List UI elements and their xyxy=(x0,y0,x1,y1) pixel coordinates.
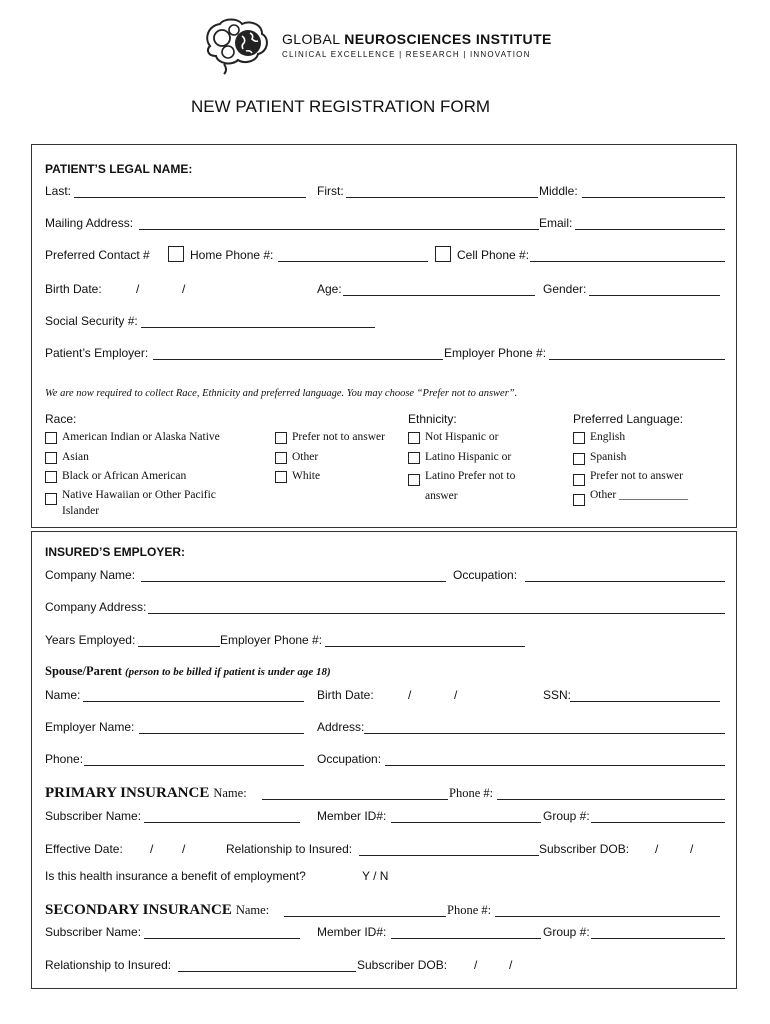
primary-insurance-title: PRIMARY INSURANCE xyxy=(45,785,210,801)
spouse-ssn-label: SSN: xyxy=(543,688,572,702)
secondary-dob-slash-2: / xyxy=(509,958,513,972)
primary-member-id-field[interactable] xyxy=(391,822,541,823)
spouse-birth-slash-2: / xyxy=(454,688,458,702)
insured-occupation-label: Occupation: xyxy=(453,568,518,582)
primary-dob-slash-1: / xyxy=(655,842,659,856)
home-phone-field[interactable] xyxy=(278,261,428,262)
race-asian-checkbox[interactable] xyxy=(45,452,57,464)
spouse-name-field[interactable] xyxy=(83,701,304,702)
benefit-yes-no[interactable]: Y / N xyxy=(362,869,389,883)
ethnicity-not-hispanic-checkbox[interactable] xyxy=(408,432,420,444)
primary-effective-slash-1: / xyxy=(150,842,154,856)
org-name-part2: NEUROSCIENCES INSTITUTE xyxy=(344,31,552,47)
secondary-insurance-heading xyxy=(45,901,269,919)
ethnicity-hispanic-checkbox[interactable] xyxy=(408,452,420,464)
spouse-birth-date-label: Birth Date: xyxy=(317,688,374,702)
spouse-phone-field[interactable] xyxy=(84,765,304,766)
secondary-relationship-label: Relationship to Insured: xyxy=(45,958,172,972)
language-spanish-label: Spanish xyxy=(590,451,627,463)
race-label: Race: xyxy=(45,412,77,426)
company-address-label: Company Address: xyxy=(45,600,147,614)
benefit-question: Is this health insurance a benefit of employment? xyxy=(45,869,306,883)
birth-date-slash-1: / xyxy=(136,282,140,296)
secondary-insurance-title: SECONDARY INSURANCE xyxy=(45,902,232,918)
primary-insurance-heading xyxy=(45,784,247,802)
primary-group-field[interactable] xyxy=(591,822,725,823)
primary-insurance-phone-field[interactable] xyxy=(497,799,725,800)
language-english-checkbox[interactable] xyxy=(573,432,585,444)
race-pacific-islander-checkbox[interactable] xyxy=(45,493,57,505)
ethnicity-prefer-not-checkbox[interactable] xyxy=(408,474,420,486)
company-name-label: Company Name: xyxy=(45,568,136,582)
secondary-subscriber-name-field[interactable] xyxy=(144,938,300,939)
spouse-occupation-label: Occupation: xyxy=(317,752,382,766)
primary-effective-date-label: Effective Date: xyxy=(45,842,123,856)
primary-subscriber-name-field[interactable] xyxy=(144,822,300,823)
primary-insurance-name-label: Name: xyxy=(213,786,247,800)
race-american-indian-checkbox[interactable] xyxy=(45,432,57,444)
spouse-phone-label: Phone: xyxy=(45,752,84,766)
primary-group-label: Group #: xyxy=(543,809,590,823)
home-phone-checkbox[interactable] xyxy=(168,246,184,262)
mailing-address-field[interactable] xyxy=(139,229,539,230)
secondary-insurance-phone-field[interactable] xyxy=(495,916,720,917)
middle-name-field[interactable] xyxy=(582,197,725,198)
birth-date-label: Birth Date: xyxy=(45,282,102,296)
race-prefer-not-label: Prefer not to answer xyxy=(292,431,385,443)
race-pacific-islander-label-2: Islander xyxy=(62,505,100,517)
race-other-checkbox[interactable] xyxy=(275,452,287,464)
spouse-employer-name-field[interactable] xyxy=(139,733,304,734)
ssn-label: Social Security #: xyxy=(45,314,138,328)
language-spanish-checkbox[interactable] xyxy=(573,453,585,465)
spouse-parent-heading: Spouse/Parent xyxy=(45,664,122,678)
years-employed-label: Years Employed: xyxy=(45,633,136,647)
race-black-label: Black or African American xyxy=(62,470,187,482)
insured-occupation-field[interactable] xyxy=(525,581,725,582)
org-name-part1: GLOBAL xyxy=(282,31,345,47)
secondary-dob-slash-1: / xyxy=(474,958,478,972)
secondary-subscriber-dob-label: Subscriber DOB: xyxy=(357,958,448,972)
last-name-field[interactable] xyxy=(74,197,306,198)
email-label: Email: xyxy=(539,216,573,230)
patient-section-title: PATIENT’S LEGAL NAME: xyxy=(45,162,193,176)
race-pacific-islander-label-1: Native Hawaiian or Other Pacific xyxy=(62,489,216,501)
ethnicity-not-hispanic-label: Not Hispanic or xyxy=(425,431,499,443)
years-employed-field[interactable] xyxy=(138,646,220,647)
language-label: Preferred Language: xyxy=(573,412,684,426)
first-name-field[interactable] xyxy=(346,197,538,198)
primary-member-id-label: Member ID#: xyxy=(317,809,387,823)
race-white-checkbox[interactable] xyxy=(275,471,287,483)
age-field[interactable] xyxy=(343,295,535,296)
cell-phone-label: Cell Phone #: xyxy=(457,248,530,262)
patient-employer-phone-field[interactable] xyxy=(549,359,725,360)
patient-employer-field[interactable] xyxy=(153,359,443,360)
secondary-member-id-field[interactable] xyxy=(391,938,541,939)
gender-field[interactable] xyxy=(589,295,720,296)
spouse-name-label: Name: xyxy=(45,688,81,702)
brain-globe-logo xyxy=(200,16,276,76)
spouse-address-field[interactable] xyxy=(364,733,725,734)
spouse-parent-note: (person to be billed if patient is under age 18) xyxy=(125,666,331,678)
language-other-checkbox[interactable] xyxy=(573,494,585,506)
insured-employer-phone-field[interactable] xyxy=(325,646,525,647)
birth-date-slash-2: / xyxy=(182,282,186,296)
cell-phone-field[interactable] xyxy=(530,261,725,262)
ssn-field[interactable] xyxy=(141,327,375,328)
preferred-contact-label: Preferred Contact # xyxy=(45,248,150,262)
secondary-subscriber-name-label: Subscriber Name: xyxy=(45,925,142,939)
ethnicity-label: Ethnicity: xyxy=(408,412,457,426)
secondary-insurance-name-field[interactable] xyxy=(284,916,446,917)
secondary-insurance-phone-label: Phone #: xyxy=(447,903,492,917)
ethnicity-prefer-not-label-2: answer xyxy=(425,490,458,502)
insured-section-title: INSURED’S EMPLOYER: xyxy=(45,545,186,559)
org-tagline: CLINICAL EXCELLENCE | RESEARCH | INNOVATION xyxy=(282,50,531,59)
spouse-birth-slash-1: / xyxy=(408,688,412,702)
org-name xyxy=(282,31,552,47)
gender-label: Gender: xyxy=(543,282,587,296)
secondary-group-field[interactable] xyxy=(591,938,725,939)
race-american-indian-label: American Indian or Alaska Native xyxy=(62,431,220,443)
patient-employer-label: Patient’s Employer: xyxy=(45,346,149,360)
language-prefer-not-checkbox[interactable] xyxy=(573,474,585,486)
secondary-group-label: Group #: xyxy=(543,925,590,939)
primary-effective-slash-2: / xyxy=(182,842,186,856)
email-field[interactable] xyxy=(575,229,725,230)
company-address-field[interactable] xyxy=(148,613,725,614)
race-prefer-not-checkbox[interactable] xyxy=(275,432,287,444)
secondary-relationship-field[interactable] xyxy=(178,971,356,972)
primary-insurance-name-field[interactable] xyxy=(262,799,448,800)
company-name-field[interactable] xyxy=(141,581,446,582)
spouse-parent-title xyxy=(45,664,331,679)
race-asian-label: Asian xyxy=(62,451,89,463)
primary-relationship-label: Relationship to Insured: xyxy=(226,842,353,856)
middle-name-label: Middle: xyxy=(539,184,578,198)
form-title: NEW PATIENT REGISTRATION FORM xyxy=(191,97,491,116)
race-other-label: Other xyxy=(292,451,319,463)
race-black-checkbox[interactable] xyxy=(45,471,57,483)
primary-relationship-field[interactable] xyxy=(359,855,539,856)
spouse-employer-name-label: Employer Name: xyxy=(45,720,135,734)
patient-employer-phone-label: Employer Phone #: xyxy=(444,346,547,360)
secondary-member-id-label: Member ID#: xyxy=(317,925,387,939)
spouse-occupation-field[interactable] xyxy=(385,765,725,766)
last-name-label: Last: xyxy=(45,184,72,198)
language-other-label: Other ____________ xyxy=(590,489,689,501)
language-english-label: English xyxy=(590,431,626,443)
demographics-notice: We are now required to collect Race, Ethnicity and preferred language. You may choose “Prefer not to answer”. xyxy=(45,388,518,399)
primary-subscriber-name-label: Subscriber Name: xyxy=(45,809,142,823)
race-white-label: White xyxy=(292,470,321,482)
language-prefer-not-label: Prefer not to answer xyxy=(590,470,683,482)
primary-subscriber-dob-label: Subscriber DOB: xyxy=(539,842,630,856)
ethnicity-prefer-not-label-1: Latino Prefer not to xyxy=(425,470,516,482)
cell-phone-checkbox[interactable] xyxy=(435,246,451,262)
insured-employer-phone-label: Employer Phone #: xyxy=(220,633,323,647)
secondary-insurance-name-label: Name: xyxy=(235,903,270,917)
ethnicity-hispanic-label: Latino Hispanic or xyxy=(425,451,512,463)
spouse-address-label: Address: xyxy=(317,720,365,734)
mailing-address-label: Mailing Address: xyxy=(45,216,134,230)
home-phone-label: Home Phone #: xyxy=(190,248,274,262)
primary-insurance-phone-label: Phone #: xyxy=(449,786,494,800)
spouse-ssn-field[interactable] xyxy=(570,701,720,702)
primary-dob-slash-2: / xyxy=(690,842,694,856)
first-name-label: First: xyxy=(317,184,344,198)
age-label: Age: xyxy=(317,282,342,296)
